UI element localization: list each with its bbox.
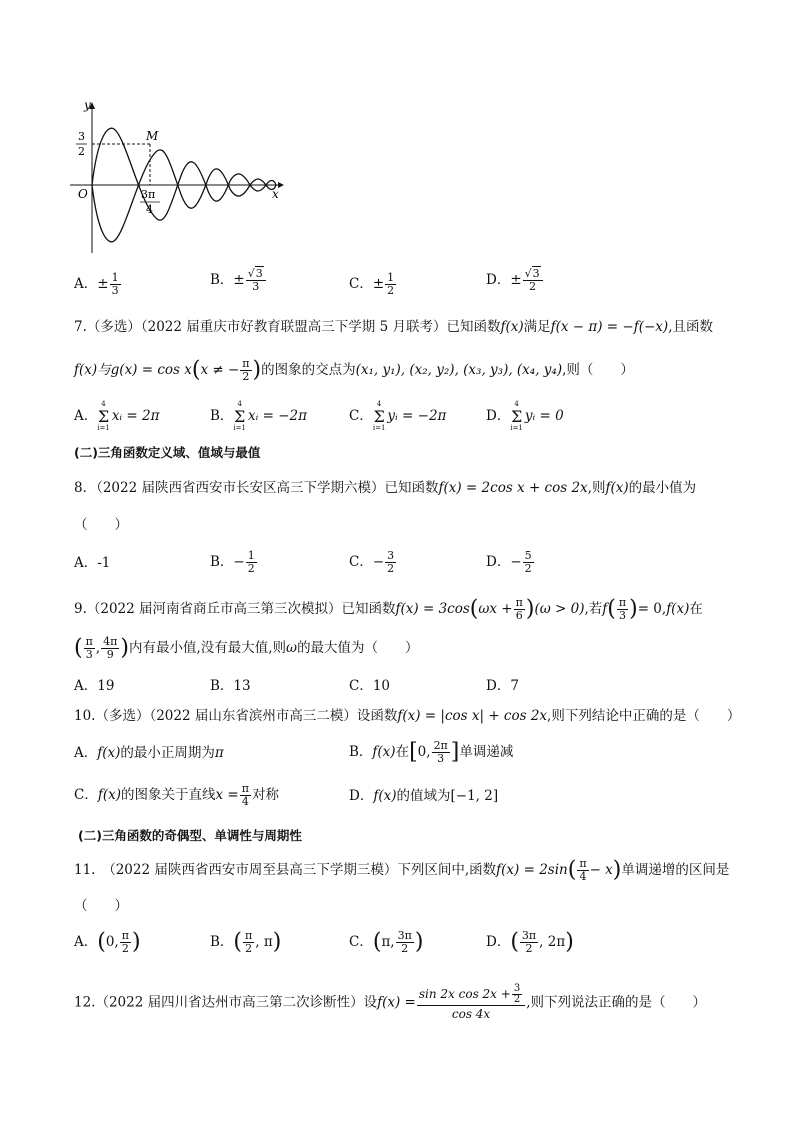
q11-a-den: 2 (121, 942, 129, 955)
q12-numerator (417, 984, 525, 1006)
q11-d-fraction (520, 930, 538, 955)
q9-c-val: 10 (372, 678, 391, 694)
q6-b-num: √3 (246, 268, 266, 281)
q9-func-a: f(x) = 3cos (395, 601, 470, 617)
q10-c-den: 4 (241, 795, 249, 808)
damped-wave-figure (60, 95, 290, 255)
q9-int-lo-den: 3 (85, 648, 93, 661)
q6-b-sign: ± (233, 272, 245, 288)
q9-a-label: A． (74, 678, 98, 694)
y-tick-numerator: 3 (78, 130, 85, 143)
q9-int-lo (84, 636, 95, 661)
q8-text-a: 8．（2022 届陕西省西安市长安区高三下学期六模）已知函数 (74, 480, 439, 496)
q7-b-label: B． (210, 408, 234, 424)
q11-b-fraction (243, 930, 254, 955)
q8-text-c: 的最小值为 (628, 480, 697, 496)
q10-d-f: f(x) (373, 788, 397, 804)
q10-option-d[interactable] (349, 787, 498, 805)
q9-c-label: C． (349, 678, 373, 694)
q7-a-expr: xᵢ = 2π (111, 408, 160, 424)
q8-b-sign: − (233, 554, 245, 570)
q6-option-d[interactable] (486, 268, 544, 293)
q12-f-eq: f(x) = (377, 994, 416, 1011)
q11-text-b: 单调递增的区间是 (621, 862, 730, 878)
q10-b-text2: 单调递减 (459, 744, 514, 760)
q9-line1: 9.（2022 届河南省商丘市高三第三次模拟）已知函数f(x) = 3cos(ωx + $\frac{\pi}{6}$ )(ω > 0),若f( $\frac{\pi}{3}$ )= 0,f(x)在 (74, 596, 703, 622)
q8-c-den: 2 (387, 562, 395, 575)
q12-nf-num: 3 (513, 983, 521, 994)
sum-bottom: i=1 (372, 424, 386, 432)
q10-func: f(x) = |cos x| + cos 2x (397, 708, 548, 724)
q10-d-val: [−1, 2] (450, 788, 499, 804)
q10-c-num: π (241, 782, 249, 795)
q11-func-num: π (579, 857, 587, 870)
q9-text-d: 在 (689, 601, 703, 617)
q11-func-a: f(x) = 2sin (496, 862, 568, 878)
q11-func-fraction (577, 858, 588, 883)
q7-text-a: 7.（多选）（2022 届重庆市好教育联盟高三下学期 5 月联考）已知函数 (74, 319, 501, 335)
q6-a-sign: ± (97, 276, 109, 292)
q12-denominator: cos 4x (451, 1007, 491, 1021)
q12-num-fraction (512, 984, 522, 1005)
q12-nf-den: 2 (513, 994, 521, 1005)
q9-int-hi (101, 636, 119, 661)
q11-option-b[interactable]: B．( $\frac{\pi}{2}$ , π) (210, 929, 282, 955)
q9-int-hi-den: 9 (106, 648, 114, 661)
q9-option-c[interactable] (349, 677, 390, 695)
q7-option-c[interactable] (349, 400, 446, 433)
q6-a-label: A． (74, 276, 98, 292)
q7-option-d[interactable] (486, 400, 564, 433)
q6-b-radicand: 3 (255, 267, 263, 280)
q7-g-fraction (240, 358, 251, 383)
q11-a-fraction (120, 930, 131, 955)
x-axis-arrow (278, 182, 284, 188)
q10-b-num: 2π (433, 739, 448, 752)
q6-c-num: 1 (387, 271, 395, 284)
q12-line1 (74, 984, 706, 1022)
y-axis-label: y (84, 98, 91, 112)
q7-line2: f(x)与g(x) = cos x(x ≠ − $\frac{\pi}{2}$ )的图象的交点为(x₁, y₁), (x₂, y₂), (x₃, y₃), (x₄, y₄),则（ ） (74, 357, 634, 383)
sum-bottom: i=1 (510, 424, 523, 432)
q6-c-fraction (385, 272, 396, 297)
q9-text-b: ,若 (584, 601, 603, 617)
q11-b-num: π (245, 929, 253, 942)
q11-line1: 11. （2022 届陕西省西安市周至县高三下学期三模）下列区间中,函数f(x) = 2sin( $\frac{\pi}{4}$ − x)单调递增的区间是 (74, 857, 730, 883)
q9-omega: ω (286, 640, 298, 656)
q9-b-label: B． (210, 678, 234, 694)
q12-main-fraction (417, 984, 525, 1022)
q10-b-den: 3 (437, 752, 445, 765)
q8-d-den: 2 (524, 562, 532, 575)
q10-option-c[interactable] (74, 783, 279, 808)
q11-b-hi: , π (255, 934, 273, 950)
x-tick-numerator: 3π (141, 188, 156, 201)
q11-a-label: A． (74, 934, 98, 950)
q10-b-int-lo: 0, (417, 744, 431, 760)
q6-d-fraction (523, 268, 543, 293)
q12-text-a: 12.（2022 届四川省达州市高三第二次诊断性）设 (74, 994, 378, 1011)
q9-func-b: ωx + (478, 601, 513, 617)
q8-b-fraction (246, 550, 257, 575)
q6-c-sign: ± (372, 276, 385, 292)
q10-option-b[interactable]: B．f(x)在[0, $\frac{2\pi}{3}$ ]单调递减 (349, 739, 514, 765)
q9-f-at-val: = 0 (637, 601, 662, 617)
q10-b-f: f(x) (372, 744, 396, 760)
q11-option-c[interactable]: C．(π, $\frac{3\pi}{2}$ ) (349, 929, 424, 955)
q10-c-fraction (240, 783, 251, 808)
q11-b-den: 2 (245, 942, 253, 955)
q8-option-a[interactable] (74, 554, 110, 572)
q10-a-text: 的最小正周期为 (120, 745, 215, 761)
curve-lower (92, 150, 276, 242)
q7-c-label: C． (349, 408, 373, 424)
q10-c-f: f(x) (97, 787, 121, 803)
q8-b-label: B． (210, 554, 234, 570)
q11-d-label: D． (486, 934, 511, 950)
q8-b-den: 2 (247, 562, 255, 575)
q10-a-label: A． (74, 745, 98, 761)
q11-d-num: 3π (521, 929, 537, 942)
q9-func-den: 6 (515, 609, 523, 622)
x-axis-label: x (272, 187, 279, 201)
q9-b-val: 13 (233, 678, 251, 694)
q8-text-b: ,则 (587, 480, 606, 496)
q10-line1 (74, 707, 740, 725)
q8-b-num: 1 (247, 549, 255, 562)
q11-d-den: 2 (525, 942, 533, 955)
q7-text-e: 的图象的交点为 (261, 362, 356, 378)
q9-option-b[interactable] (210, 677, 251, 695)
y-tick-denominator: 2 (78, 145, 85, 158)
q9-d-val: 7 (510, 678, 519, 694)
q7-f: f(x) (500, 319, 524, 335)
q10-c-label: C． (74, 787, 98, 803)
x-tick-denominator: 4 (146, 203, 153, 216)
q7-condition: f(x − π) = −f(−x) (550, 319, 669, 335)
q9-func-fraction (514, 597, 525, 622)
q7-text-c: ,且函数 (668, 319, 713, 335)
origin-label: O (78, 187, 88, 201)
q8-option-c[interactable] (349, 550, 397, 575)
q6-a-num: 1 (111, 271, 119, 284)
q8-c-fraction (385, 550, 396, 575)
q9-f-at: f (602, 601, 608, 617)
q11-d-hi: , 2π (539, 934, 566, 950)
q8-answer-paren: （ ） (74, 517, 128, 533)
q11-c-label: C． (349, 934, 373, 950)
q11-c-lo: π, (381, 934, 395, 950)
sum-icon: 4 Σ i=1 (97, 400, 110, 432)
q6-option-a[interactable] (74, 272, 122, 297)
q10-c-text2: 对称 (251, 787, 279, 803)
q8-d-label: D． (486, 554, 511, 570)
q7-b-expr: xᵢ = −2π (247, 408, 307, 424)
q9-f-at-fraction (617, 597, 628, 622)
q10-b-text1: 在 (395, 744, 410, 760)
sum-icon: 4 Σ i=1 (233, 400, 246, 432)
q10-c-eq: x = (215, 787, 239, 803)
q10-b-label: B． (349, 744, 373, 760)
q8-c-sign: − (372, 554, 385, 570)
q6-c-label: C． (349, 276, 373, 292)
q9-text-e: 内有最小值,没有最大值,则 (128, 640, 287, 656)
q9-f-at-den: 3 (618, 609, 626, 622)
sum-top: 4 (237, 400, 242, 408)
q8-option-d[interactable] (486, 550, 535, 575)
q10-a-val: π (214, 745, 224, 761)
q6-b-den: 3 (252, 280, 260, 293)
q7-text-b: 满足 (523, 319, 551, 335)
q8-c-label: C． (349, 554, 373, 570)
q10-option-a[interactable] (74, 744, 224, 762)
q11-a-num: π (121, 929, 129, 942)
q7-g-den: 2 (242, 370, 250, 383)
q11-func-b: − x (589, 862, 613, 878)
q6-c-den: 2 (387, 284, 395, 297)
q12-text-b: ,则下列说法正确的是（ ） (526, 994, 706, 1011)
q11-c-den: 2 (401, 942, 409, 955)
q9-option-a[interactable] (74, 677, 114, 695)
q10-a-f: f(x) (97, 745, 121, 761)
q9-option-d[interactable] (486, 677, 519, 695)
q7-g-num: π (242, 357, 250, 370)
sum-bottom: i=1 (233, 424, 246, 432)
sum-top: 4 (101, 400, 106, 408)
q10-d-label: D． (349, 788, 374, 804)
q7-option-a[interactable] (74, 400, 160, 433)
q11-a-lo: 0, (105, 934, 119, 950)
q10-text-a: 10.（多选）（2022 届山东省滨州市高三二模）设函数 (74, 708, 398, 724)
q10-b-fraction (432, 740, 450, 765)
q9-text-a: 9.（2022 届河南省商丘市高三第三次模拟）已知函数 (74, 601, 396, 617)
sum-icon: 4 Σ i=1 (372, 400, 386, 432)
q10-d-text: 的值域为 (396, 788, 451, 804)
q9-func-num: π (515, 596, 523, 609)
q10-c-text1: 的图象关于直线 (121, 787, 216, 803)
curve-upper (92, 128, 276, 220)
q11-answer-paren: （ ） (74, 898, 128, 914)
q7-g: g(x) = cos x (110, 362, 192, 378)
q6-d-den: 2 (529, 280, 537, 293)
q12-num-a: sin 2x cos 2x + (418, 987, 511, 1001)
q7-d-label: D． (486, 408, 511, 424)
q7-g-cond: x ≠ − (200, 362, 240, 378)
q11-c-num: 3π (397, 929, 412, 942)
q6-d-sign: ± (510, 272, 522, 288)
q8-d-num: 5 (524, 549, 532, 562)
q8-d-sign: − (510, 554, 522, 570)
q6-d-label: D． (486, 272, 511, 288)
q8-d-fraction (523, 550, 534, 575)
q9-f: f(x) (666, 601, 690, 617)
q9-text-f: 的最大值为（ ） (297, 640, 419, 656)
q8-line1 (74, 479, 696, 497)
q9-omega-cond: (ω > 0) (534, 601, 585, 617)
sum-icon: 4 Σ i=1 (510, 400, 523, 432)
q6-b-fraction (246, 268, 266, 293)
q7-option-b[interactable] (210, 400, 307, 433)
sum-top: 4 (376, 400, 382, 408)
q9-int-hi-num: 4π (103, 635, 118, 648)
section-heading-domain-range: (二)三角函数定义域、值域与最值 (74, 445, 261, 460)
q9-d-label: D． (486, 678, 511, 694)
q7-a-label: A． (74, 408, 98, 424)
q6-d-radicand: 3 (532, 267, 540, 280)
q7-line1 (74, 318, 713, 336)
q7-text-d: f(x)与 (74, 362, 111, 378)
sum-top: 4 (514, 400, 519, 408)
q11-b-label: B． (210, 934, 234, 950)
q11-func-den: 4 (579, 870, 587, 883)
q9-a-val: 19 (97, 678, 115, 694)
q10-text-b: ,则下列结论中正确的是（ ） (547, 708, 741, 724)
q8-func: f(x) = 2cos x + cos 2x (438, 480, 588, 496)
q6-option-b[interactable] (210, 268, 267, 293)
q7-d-expr: yᵢ = 0 (524, 408, 564, 424)
q6-b-label: B． (210, 272, 234, 288)
q9-line2: ( $\frac{\pi}{3}$ , $\frac{4\pi}{9}$ )内有最小值,没有最大值,则ω的最大值为（ ） (74, 635, 419, 661)
section-heading-parity-monotonicity: (二)三角函数的奇偶型、单调性与周期性 (78, 828, 302, 843)
q8-c-num: 3 (387, 549, 395, 562)
q6-a-fraction (110, 272, 121, 297)
q8-a-label: A． (74, 555, 98, 571)
q9-f-at-num: π (618, 596, 627, 609)
q7-text-f: ,则（ ） (562, 362, 634, 378)
q8-f: f(x) (605, 480, 629, 496)
q7-c-expr: yᵢ = −2π (387, 408, 447, 424)
point-m-label: M (146, 129, 159, 143)
q8-a-val: -1 (97, 555, 111, 571)
q8-option-b[interactable] (210, 550, 258, 575)
q11-text-a: 11. （2022 届陕西省西安市周至县高三下学期三模）下列区间中,函数 (74, 862, 497, 878)
q7-points: (x₁, y₁), (x₂, y₂), (x₃, y₃), (x₄, y₄) (355, 362, 563, 378)
q6-d-num: √3 (523, 268, 543, 281)
q9-text-c: , (661, 601, 667, 617)
q9-int-lo-num: π (85, 635, 93, 648)
q6-a-den: 3 (111, 284, 119, 297)
q11-option-d[interactable]: D．( $\frac{3\pi}{2}$ , 2π) (486, 929, 574, 955)
q6-option-c[interactable] (349, 272, 397, 297)
sum-bottom: i=1 (97, 424, 110, 432)
q11-c-fraction (396, 930, 414, 955)
q11-option-a[interactable]: A．(0, $\frac{\pi}{2}$ ) (74, 929, 141, 955)
